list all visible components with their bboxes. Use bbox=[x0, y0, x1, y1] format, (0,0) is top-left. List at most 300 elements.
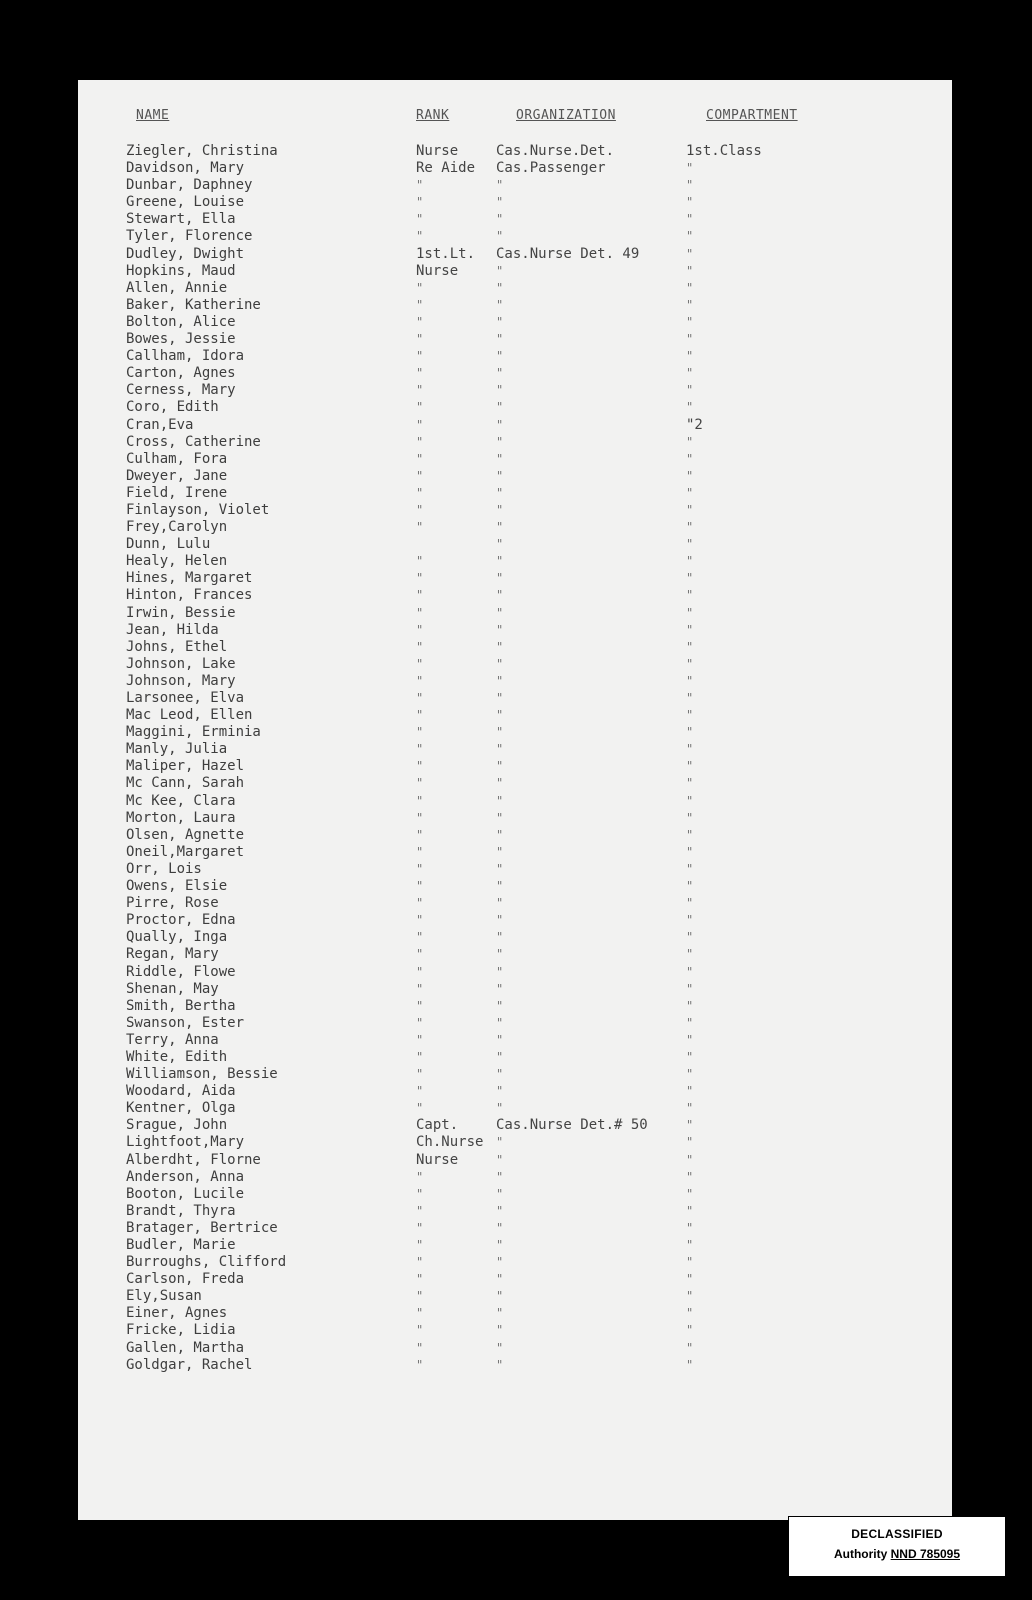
roster-compartment: " bbox=[686, 1049, 694, 1064]
roster-compartment: " bbox=[686, 366, 694, 381]
roster-name: Hines, Margaret bbox=[126, 570, 253, 587]
roster-compartment: " bbox=[686, 1238, 694, 1252]
roster-row bbox=[78, 434, 952, 451]
roster-compartment: 1st.Class bbox=[686, 143, 762, 159]
roster-name: Mac Leod, Ellen bbox=[126, 707, 253, 724]
roster-name: Dudley, Dwight bbox=[126, 245, 245, 262]
roster-rank: " bbox=[416, 1084, 424, 1099]
roster-rank: " bbox=[416, 434, 424, 449]
roster-name: Proctor, Edna bbox=[126, 912, 236, 929]
roster-compartment: " bbox=[686, 383, 694, 398]
roster-row bbox=[78, 246, 952, 263]
roster-name: Carlson, Freda bbox=[126, 1271, 245, 1288]
roster-organization: " bbox=[496, 314, 504, 329]
roster-compartment: " bbox=[686, 861, 694, 876]
roster-compartment: " bbox=[686, 1289, 694, 1304]
roster-organization: " bbox=[496, 212, 504, 227]
roster-name: Finlayson, Violet bbox=[126, 501, 270, 518]
roster-rank: " bbox=[416, 1049, 424, 1064]
roster-rank: " bbox=[416, 400, 424, 415]
roster-row bbox=[78, 656, 952, 673]
stamp-authority-number: NND 785095 bbox=[890, 1547, 961, 1561]
roster-row bbox=[78, 553, 952, 570]
roster-rank: " bbox=[416, 896, 424, 911]
roster-compartment: " bbox=[686, 297, 694, 312]
roster-organization: " bbox=[496, 537, 504, 552]
roster-compartment: " bbox=[686, 1169, 694, 1184]
header-rank: RANK bbox=[416, 108, 450, 123]
roster-list bbox=[78, 143, 952, 1374]
roster-organization: " bbox=[496, 1015, 504, 1030]
roster-name: Kentner, Olga bbox=[126, 1100, 236, 1117]
roster-name: Woodard, Aida bbox=[126, 1083, 236, 1100]
roster-name: Riddle, Flowe bbox=[126, 963, 236, 980]
roster-organization: " bbox=[496, 776, 504, 791]
roster-organization: " bbox=[496, 178, 504, 193]
roster-organization: " bbox=[496, 451, 504, 466]
roster-organization: " bbox=[496, 1306, 504, 1321]
roster-compartment: " bbox=[686, 229, 694, 244]
roster-rank: " bbox=[416, 1203, 424, 1218]
roster-organization: " bbox=[496, 827, 504, 842]
roster-row bbox=[78, 1254, 952, 1271]
roster-name: Dunbar, Daphney bbox=[126, 177, 253, 194]
roster-rank: " bbox=[416, 1238, 424, 1252]
roster-compartment: " bbox=[686, 793, 694, 808]
roster-row bbox=[78, 1220, 952, 1237]
roster-organization: " bbox=[496, 639, 504, 654]
roster-compartment: " bbox=[686, 485, 694, 500]
roster-row bbox=[78, 1015, 952, 1032]
roster-rank: " bbox=[416, 656, 424, 671]
roster-compartment: " bbox=[686, 1323, 694, 1338]
roster-row bbox=[78, 365, 952, 382]
roster-organization: " bbox=[496, 861, 504, 876]
roster-rank: " bbox=[416, 314, 424, 329]
roster-row bbox=[78, 502, 952, 519]
roster-compartment: " bbox=[686, 468, 694, 483]
roster-organization: " bbox=[496, 1220, 504, 1235]
roster-rank: " bbox=[416, 810, 424, 825]
roster-organization: " bbox=[496, 1049, 504, 1064]
stamp-authority bbox=[789, 1547, 1005, 1561]
roster-name: Greene, Louise bbox=[126, 194, 245, 211]
roster-organization: " bbox=[496, 725, 504, 740]
roster-organization: " bbox=[496, 1289, 504, 1304]
roster-organization: " bbox=[496, 1101, 504, 1116]
roster-name: Olsen, Agnette bbox=[126, 826, 245, 843]
roster-rank: " bbox=[416, 1255, 424, 1270]
roster-rank: " bbox=[416, 229, 424, 244]
roster-row bbox=[78, 228, 952, 245]
roster-organization: " bbox=[496, 520, 504, 535]
roster-organization: " bbox=[496, 1203, 504, 1218]
roster-rank: 1st.Lt. bbox=[416, 245, 476, 262]
roster-rank: " bbox=[416, 793, 424, 808]
roster-row bbox=[78, 1100, 952, 1117]
roster-rank: " bbox=[416, 861, 424, 876]
roster-compartment: " bbox=[686, 314, 694, 329]
roster-organization: " bbox=[496, 1084, 504, 1099]
roster-compartment: " bbox=[686, 827, 694, 842]
roster-row bbox=[78, 1322, 952, 1339]
roster-organization: " bbox=[496, 981, 504, 996]
roster-compartment: " bbox=[686, 981, 694, 996]
roster-organization: " bbox=[496, 1169, 504, 1184]
roster-row bbox=[78, 998, 952, 1015]
roster-row bbox=[78, 605, 952, 622]
roster-rank: " bbox=[416, 1186, 424, 1201]
roster-organization: " bbox=[496, 297, 504, 312]
roster-row bbox=[78, 297, 952, 314]
roster-row bbox=[78, 587, 952, 604]
document-page bbox=[78, 80, 952, 1520]
roster-compartment: " bbox=[686, 571, 694, 586]
roster-row bbox=[78, 417, 952, 434]
roster-organization: " bbox=[496, 930, 504, 945]
roster-rank: " bbox=[416, 930, 424, 945]
roster-name: Mc Kee, Clara bbox=[126, 792, 236, 809]
roster-row bbox=[78, 194, 952, 211]
roster-compartment: " bbox=[686, 725, 694, 740]
roster-row bbox=[78, 1305, 952, 1322]
roster-name: Allen, Annie bbox=[126, 279, 228, 296]
roster-compartment: " bbox=[686, 332, 694, 347]
roster-compartment: " bbox=[686, 708, 694, 723]
roster-row bbox=[78, 1169, 952, 1186]
roster-compartment: " bbox=[686, 451, 694, 466]
roster-rank: " bbox=[416, 280, 424, 295]
roster-organization: " bbox=[496, 708, 504, 723]
roster-row bbox=[78, 468, 952, 485]
roster-compartment: " bbox=[686, 400, 694, 415]
roster-rank: " bbox=[416, 742, 424, 757]
roster-name: Williamson, Bessie bbox=[126, 1066, 278, 1083]
roster-rank: " bbox=[416, 195, 424, 210]
roster-organization: " bbox=[496, 622, 504, 637]
roster-name: Frey,Carolyn bbox=[126, 519, 228, 536]
roster-organization: " bbox=[496, 793, 504, 808]
roster-compartment: " bbox=[686, 280, 694, 295]
roster-name: Swanson, Ester bbox=[126, 1014, 245, 1031]
roster-compartment: " bbox=[686, 212, 694, 227]
roster-compartment: " bbox=[686, 656, 694, 671]
roster-organization: Cas.Passenger bbox=[496, 160, 606, 177]
roster-row bbox=[78, 1152, 952, 1169]
roster-row bbox=[78, 1066, 952, 1083]
roster-organization: " bbox=[496, 844, 504, 859]
roster-compartment: " bbox=[686, 913, 694, 928]
roster-compartment: " bbox=[686, 1118, 694, 1133]
roster-organization: " bbox=[496, 605, 504, 620]
roster-rank: " bbox=[416, 998, 424, 1013]
roster-name: Stewart, Ella bbox=[126, 211, 236, 228]
roster-rank: " bbox=[416, 349, 424, 364]
roster-name: Cerness, Mary bbox=[126, 382, 236, 399]
roster-compartment: " bbox=[686, 947, 694, 962]
roster-rank: Nurse bbox=[416, 262, 459, 279]
roster-organization: Cas.Nurse Det. 49 bbox=[496, 245, 640, 262]
roster-name: Manly, Julia bbox=[126, 741, 228, 758]
roster-rank: " bbox=[416, 1323, 424, 1338]
roster-rank: " bbox=[416, 776, 424, 791]
roster-organization: " bbox=[496, 1186, 504, 1201]
roster-organization: " bbox=[496, 280, 504, 295]
header-name: NAME bbox=[136, 108, 170, 123]
roster-row bbox=[78, 793, 952, 810]
roster-name: Cran,Eva bbox=[126, 416, 194, 433]
roster-rank: " bbox=[416, 1032, 424, 1047]
roster-row bbox=[78, 981, 952, 998]
roster-name: Irwin, Bessie bbox=[126, 604, 236, 621]
roster-organization: " bbox=[496, 1357, 504, 1372]
roster-organization: " bbox=[496, 1152, 504, 1167]
roster-rank: Nurse bbox=[416, 1151, 459, 1168]
roster-name: Einer, Agnes bbox=[126, 1305, 228, 1322]
roster-row bbox=[78, 331, 952, 348]
roster-compartment: " bbox=[686, 691, 694, 705]
roster-name: Tyler, Florence bbox=[126, 228, 253, 245]
roster-compartment: "2 bbox=[686, 416, 703, 433]
roster-compartment: " bbox=[686, 161, 694, 176]
roster-row bbox=[78, 639, 952, 656]
roster-rank: " bbox=[416, 1169, 424, 1184]
roster-organization: " bbox=[496, 656, 504, 671]
roster-compartment: " bbox=[686, 1272, 694, 1287]
roster-organization: " bbox=[496, 998, 504, 1013]
roster-compartment: " bbox=[686, 1203, 694, 1218]
stamp-title: DECLASSIFIED bbox=[851, 1527, 943, 1541]
roster-row bbox=[78, 1117, 952, 1134]
stamp-authority-label: Authority bbox=[833, 1547, 888, 1561]
roster-name: Field, Irene bbox=[126, 484, 228, 501]
roster-name: Shenan, May bbox=[126, 980, 219, 997]
roster-compartment: " bbox=[686, 178, 694, 193]
roster-name: Gallen, Martha bbox=[126, 1339, 245, 1356]
roster-name: Regan, Mary bbox=[126, 946, 219, 963]
roster-name: Srague, John bbox=[126, 1117, 228, 1134]
roster-organization: " bbox=[496, 964, 504, 979]
roster-compartment: " bbox=[686, 1306, 694, 1321]
roster-row bbox=[78, 1134, 952, 1151]
roster-compartment: " bbox=[686, 605, 694, 620]
roster-organization: " bbox=[496, 383, 504, 398]
roster-compartment: " bbox=[686, 810, 694, 825]
roster-compartment: " bbox=[686, 349, 694, 364]
roster-compartment: " bbox=[686, 537, 694, 552]
roster-compartment: " bbox=[686, 759, 694, 774]
roster-name: Qually, Inga bbox=[126, 929, 228, 946]
roster-rank: " bbox=[416, 947, 424, 962]
roster-organization: " bbox=[496, 349, 504, 364]
declassified-stamp bbox=[788, 1516, 1006, 1577]
roster-name: Hinton, Frances bbox=[126, 587, 253, 604]
roster-name: Morton, Laura bbox=[126, 809, 236, 826]
roster-row bbox=[78, 519, 952, 536]
roster-row bbox=[78, 1340, 952, 1357]
roster-row bbox=[78, 280, 952, 297]
roster-name: Baker, Katherine bbox=[126, 296, 261, 313]
roster-compartment: " bbox=[686, 964, 694, 979]
roster-organization: " bbox=[496, 1067, 504, 1082]
roster-name: White, Edith bbox=[126, 1048, 228, 1065]
roster-compartment: " bbox=[686, 844, 694, 859]
roster-row bbox=[78, 758, 952, 775]
roster-organization: " bbox=[496, 1272, 504, 1287]
roster-name: Dunn, Lulu bbox=[126, 536, 211, 553]
roster-name: Dweyer, Jane bbox=[126, 467, 228, 484]
roster-rank: " bbox=[416, 622, 424, 637]
roster-rank: " bbox=[416, 827, 424, 842]
roster-row bbox=[78, 160, 952, 177]
roster-row bbox=[78, 1032, 952, 1049]
roster-rank: " bbox=[416, 417, 424, 432]
roster-organization: " bbox=[496, 434, 504, 449]
roster-name: Pirre, Rose bbox=[126, 895, 219, 912]
roster-name: Carton, Agnes bbox=[126, 365, 236, 382]
roster-name: Bowes, Jessie bbox=[126, 331, 236, 348]
roster-row bbox=[78, 929, 952, 946]
roster-organization: " bbox=[496, 742, 504, 757]
roster-name: Burroughs, Clifford bbox=[126, 1254, 287, 1271]
roster-row bbox=[78, 570, 952, 587]
roster-organization: " bbox=[496, 810, 504, 825]
roster-rank: " bbox=[416, 639, 424, 654]
roster-compartment: " bbox=[686, 896, 694, 911]
roster-compartment: " bbox=[686, 1357, 694, 1372]
roster-rank: " bbox=[416, 520, 424, 535]
roster-name: Anderson, Anna bbox=[126, 1168, 245, 1185]
roster-rank: " bbox=[416, 691, 424, 705]
roster-rank: " bbox=[416, 964, 424, 979]
roster-row bbox=[78, 382, 952, 399]
roster-row bbox=[78, 1271, 952, 1288]
roster-row bbox=[78, 177, 952, 194]
roster-compartment: " bbox=[686, 554, 694, 569]
roster-organization: Cas.Nurse.Det. bbox=[496, 143, 615, 159]
roster-row bbox=[78, 878, 952, 895]
roster-row bbox=[78, 707, 952, 724]
roster-name: Hopkins, Maud bbox=[126, 262, 236, 279]
roster-compartment: " bbox=[686, 673, 694, 688]
roster-rank: " bbox=[416, 879, 424, 894]
roster-row bbox=[78, 143, 952, 160]
roster-organization: " bbox=[496, 1255, 504, 1270]
roster-name: Lightfoot,Mary bbox=[126, 1134, 245, 1151]
roster-rank: " bbox=[416, 1357, 424, 1372]
roster-name: Cross, Catherine bbox=[126, 433, 261, 450]
roster-rank: " bbox=[416, 1340, 424, 1355]
roster-name: Maliper, Hazel bbox=[126, 758, 245, 775]
roster-name: Ziegler, Christina bbox=[126, 143, 278, 159]
roster-organization: " bbox=[496, 913, 504, 928]
roster-organization: Cas.Nurse Det.# 50 bbox=[496, 1117, 648, 1134]
roster-compartment: " bbox=[686, 263, 694, 278]
roster-name: Johns, Ethel bbox=[126, 638, 228, 655]
roster-name: Davidson, Mary bbox=[126, 160, 245, 177]
roster-rank: " bbox=[416, 1306, 424, 1321]
roster-name: Orr, Lois bbox=[126, 860, 202, 877]
roster-name: Coro, Edith bbox=[126, 399, 219, 416]
roster-row bbox=[78, 622, 952, 639]
roster-row bbox=[78, 964, 952, 981]
roster-name: Callham, Idora bbox=[126, 348, 245, 365]
roster-rank: " bbox=[416, 1289, 424, 1304]
roster-name: Johnson, Lake bbox=[126, 655, 236, 672]
roster-compartment: " bbox=[686, 1152, 694, 1167]
roster-organization: " bbox=[496, 947, 504, 962]
roster-compartment: " bbox=[686, 1135, 694, 1150]
roster-compartment: " bbox=[686, 434, 694, 449]
roster-compartment: " bbox=[686, 639, 694, 654]
roster-organization: " bbox=[496, 366, 504, 381]
roster-row bbox=[78, 485, 952, 502]
roster-name: Larsonee, Elva bbox=[126, 690, 245, 706]
roster-name: Goldgar, Rachel bbox=[126, 1356, 253, 1373]
roster-name: Healy, Helen bbox=[126, 553, 228, 570]
roster-organization: " bbox=[496, 588, 504, 603]
roster-compartment: " bbox=[686, 1015, 694, 1030]
roster-compartment: " bbox=[686, 1084, 694, 1099]
roster-rank: " bbox=[416, 383, 424, 398]
roster-organization: " bbox=[496, 1238, 504, 1252]
roster-row bbox=[78, 775, 952, 792]
roster-row bbox=[78, 741, 952, 758]
roster-rank: " bbox=[416, 1015, 424, 1030]
roster-row bbox=[78, 314, 952, 331]
roster-name: Brandt, Thyra bbox=[126, 1202, 236, 1219]
roster-name: Bratager, Bertrice bbox=[126, 1219, 278, 1236]
roster-rank: " bbox=[416, 468, 424, 483]
roster-row bbox=[78, 1083, 952, 1100]
roster-row bbox=[78, 263, 952, 280]
roster-organization: " bbox=[496, 1340, 504, 1355]
roster-rank: " bbox=[416, 297, 424, 312]
roster-compartment: " bbox=[686, 998, 694, 1013]
roster-organization: " bbox=[496, 263, 504, 278]
roster-name: Jean, Hilda bbox=[126, 621, 219, 638]
roster-name: Smith, Bertha bbox=[126, 997, 236, 1014]
roster-row bbox=[78, 690, 952, 707]
roster-row bbox=[78, 399, 952, 416]
roster-name: Owens, Elsie bbox=[126, 878, 228, 895]
roster-organization: " bbox=[496, 673, 504, 688]
roster-organization: " bbox=[496, 485, 504, 500]
roster-organization: " bbox=[496, 1032, 504, 1047]
roster-rank: " bbox=[416, 844, 424, 859]
roster-rank: " bbox=[416, 1272, 424, 1287]
roster-row bbox=[78, 1237, 952, 1254]
roster-row bbox=[78, 1357, 952, 1374]
roster-organization: " bbox=[496, 468, 504, 483]
roster-name: Mc Cann, Sarah bbox=[126, 775, 245, 792]
roster-organization: " bbox=[496, 502, 504, 517]
roster-compartment: " bbox=[686, 588, 694, 603]
header-organization: ORGANIZATION bbox=[516, 108, 616, 123]
roster-row bbox=[78, 1049, 952, 1066]
roster-organization: " bbox=[496, 195, 504, 210]
roster-row bbox=[78, 451, 952, 468]
roster-organization: " bbox=[496, 332, 504, 347]
roster-row bbox=[78, 912, 952, 929]
roster-organization: " bbox=[496, 1135, 504, 1150]
roster-compartment: " bbox=[686, 1101, 694, 1116]
roster-organization: " bbox=[496, 879, 504, 894]
roster-rank: " bbox=[416, 332, 424, 347]
roster-name: Culham, Fora bbox=[126, 450, 228, 467]
roster-row bbox=[78, 1203, 952, 1220]
roster-name: Ely,Susan bbox=[126, 1288, 202, 1305]
